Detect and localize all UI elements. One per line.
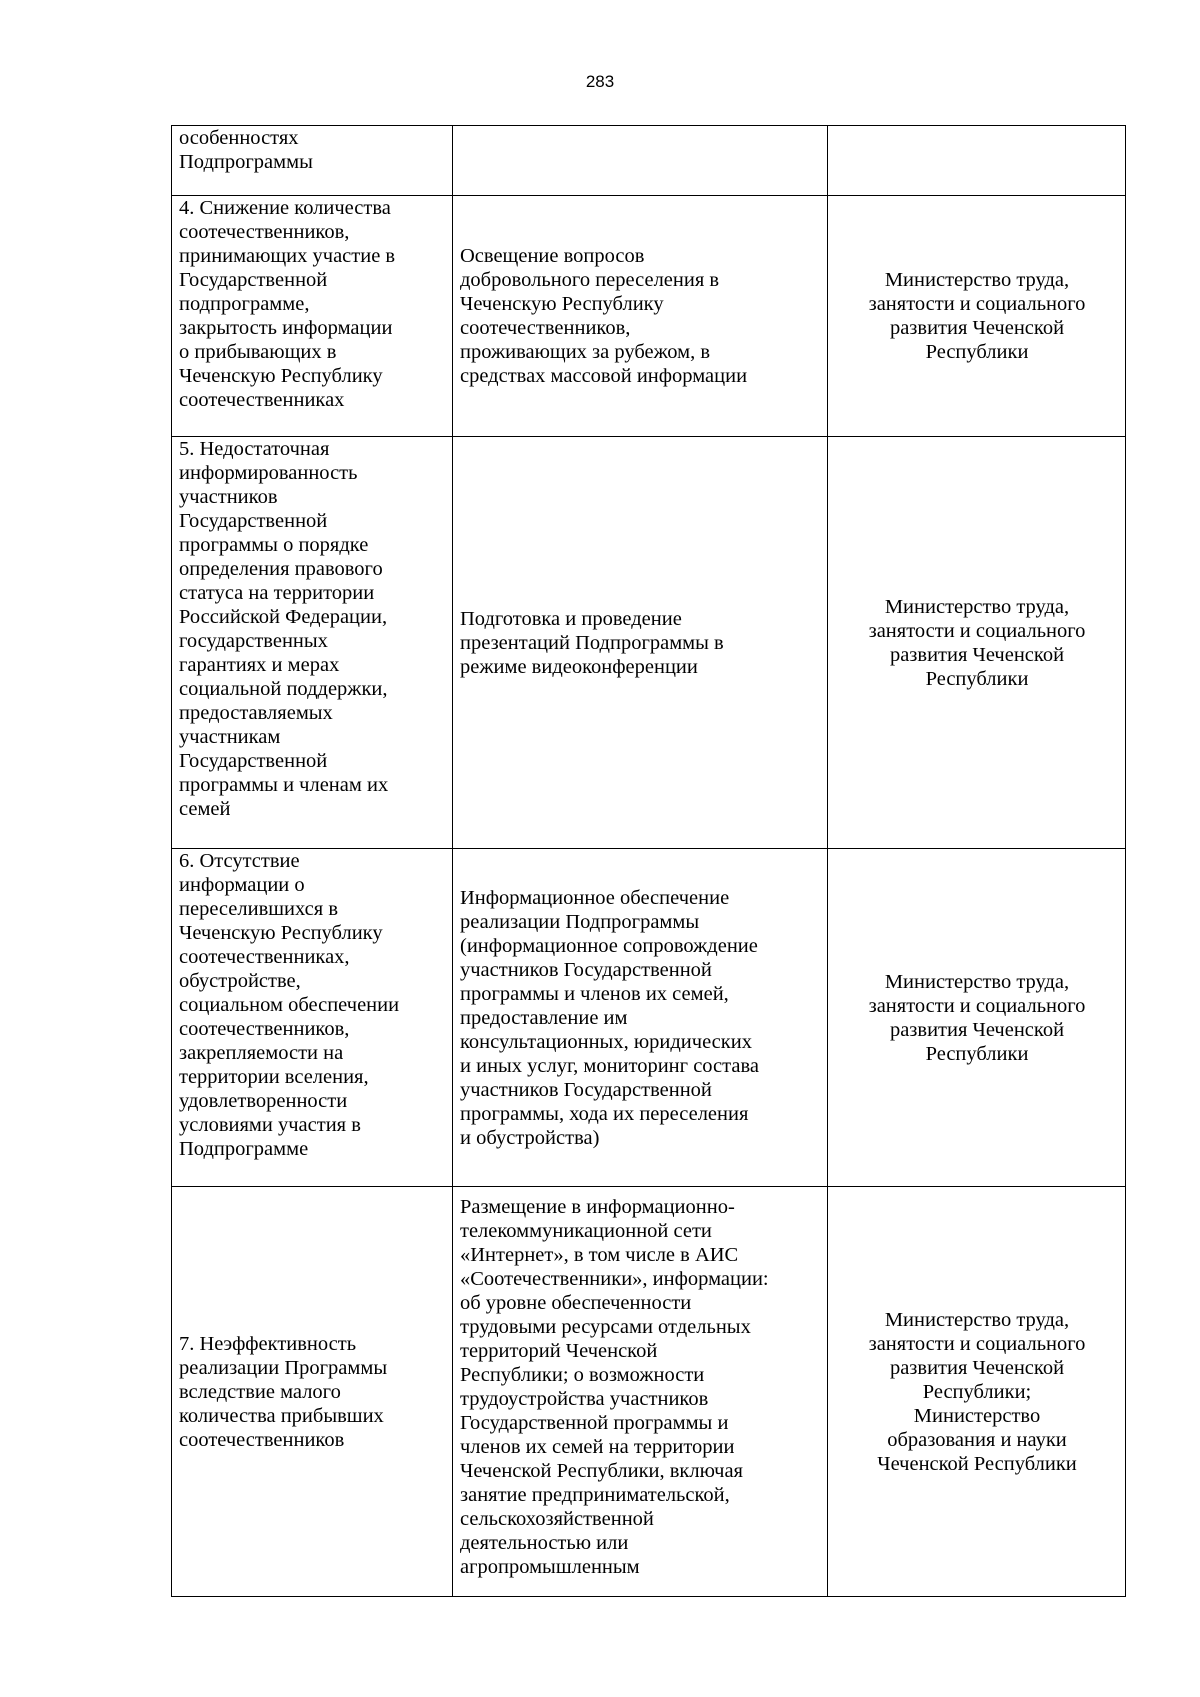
executor-cell	[828, 849, 1126, 1187]
risk-text: особенностях Подпрограммы	[179, 127, 313, 173]
table-row	[172, 437, 1126, 849]
executor-cell	[828, 437, 1126, 849]
table-row	[172, 196, 1126, 437]
measure-cell	[453, 126, 828, 196]
risk-text: 4. Снижение количества соотечественников, принимающих участие в Государственной подпрограмме, закрытость информации о прибывающих в Чеченскую Республику соотечественниках	[179, 197, 396, 411]
risk-text: 5. Недостаточная информированность участников Государственной программы о порядке определения правового статуса на территории Российской Федерации, государственных гарантиях и мерах социальной поддержки, предоставляемых участникам Государственной программы и членам их семей	[179, 438, 389, 820]
executor-text: Министерство труда, занятости и социального развития Чеченской Республики	[868, 269, 1086, 363]
measure-cell	[453, 1187, 828, 1597]
risk-text: 6. Отсутствие информации о переселившихся в Чеченскую Республику соотечественниках, обустройстве, социальном обеспечении соотечественников, закрепляемости на территории вселения, удовлетворенности условиями участия в Подпрограмме	[179, 850, 400, 1160]
executor-text: Министерство труда, занятости и социального развития Чеченской Республики	[868, 595, 1086, 690]
table-row	[172, 849, 1126, 1187]
measure-cell	[453, 437, 828, 849]
measure-text: Информационное обеспечение реализации Подпрограммы (информационное сопровождение участников Государственной программы и членов их семей, предоставление им консультационных, юридических и иных услуг, мониторинг состава участников Государственной программы, хода их переселения и обустройства)	[460, 886, 759, 1149]
executor-cell	[828, 196, 1126, 437]
measure-text: Подготовка и проведение презентаций Подпрограммы в режиме видеоконференции	[460, 607, 724, 678]
executor-text: Министерство труда, занятости и социального развития Чеченской Республики	[868, 970, 1086, 1065]
risk-text: 7. Неэффективность реализации Программы вследствие малого количества прибывших соотечественников	[179, 1332, 388, 1451]
measure-text: Освещение вопросов добровольного переселения в Чеченскую Республику соотечественников, проживающих за рубежом, в средствах массовой информации	[460, 245, 748, 387]
risk-cell	[172, 849, 453, 1187]
measure-cell	[453, 196, 828, 437]
measures-table	[171, 125, 1126, 1597]
risk-cell	[172, 196, 453, 437]
risk-cell	[172, 126, 453, 196]
table-row	[172, 1187, 1126, 1597]
page-number: 283	[585, 72, 615, 91]
measure-cell	[453, 849, 828, 1187]
executor-text: Министерство труда, занятости и социального развития Чеченской Республики; Министерство образования и науки Чеченской Республики	[868, 1308, 1086, 1475]
risk-cell	[172, 1187, 453, 1597]
table-row	[172, 126, 1126, 196]
executor-cell	[828, 1187, 1126, 1597]
risk-cell	[172, 437, 453, 849]
measure-text: Размещение в информационно- телекоммуникационной сети «Интернет», в том числе в АИС «Соотечественники», информации: об уровне обеспеченности трудовыми ресурсами отдельных территорий Чеченской Республики; о возможности трудоустройства участников Государственной программы и членов их семей на территории Чеченской Республики, включая занятие предпринимательской, сельскохозяйственной деятельностью или агропромышленным	[460, 1196, 769, 1578]
executor-cell	[828, 126, 1126, 196]
